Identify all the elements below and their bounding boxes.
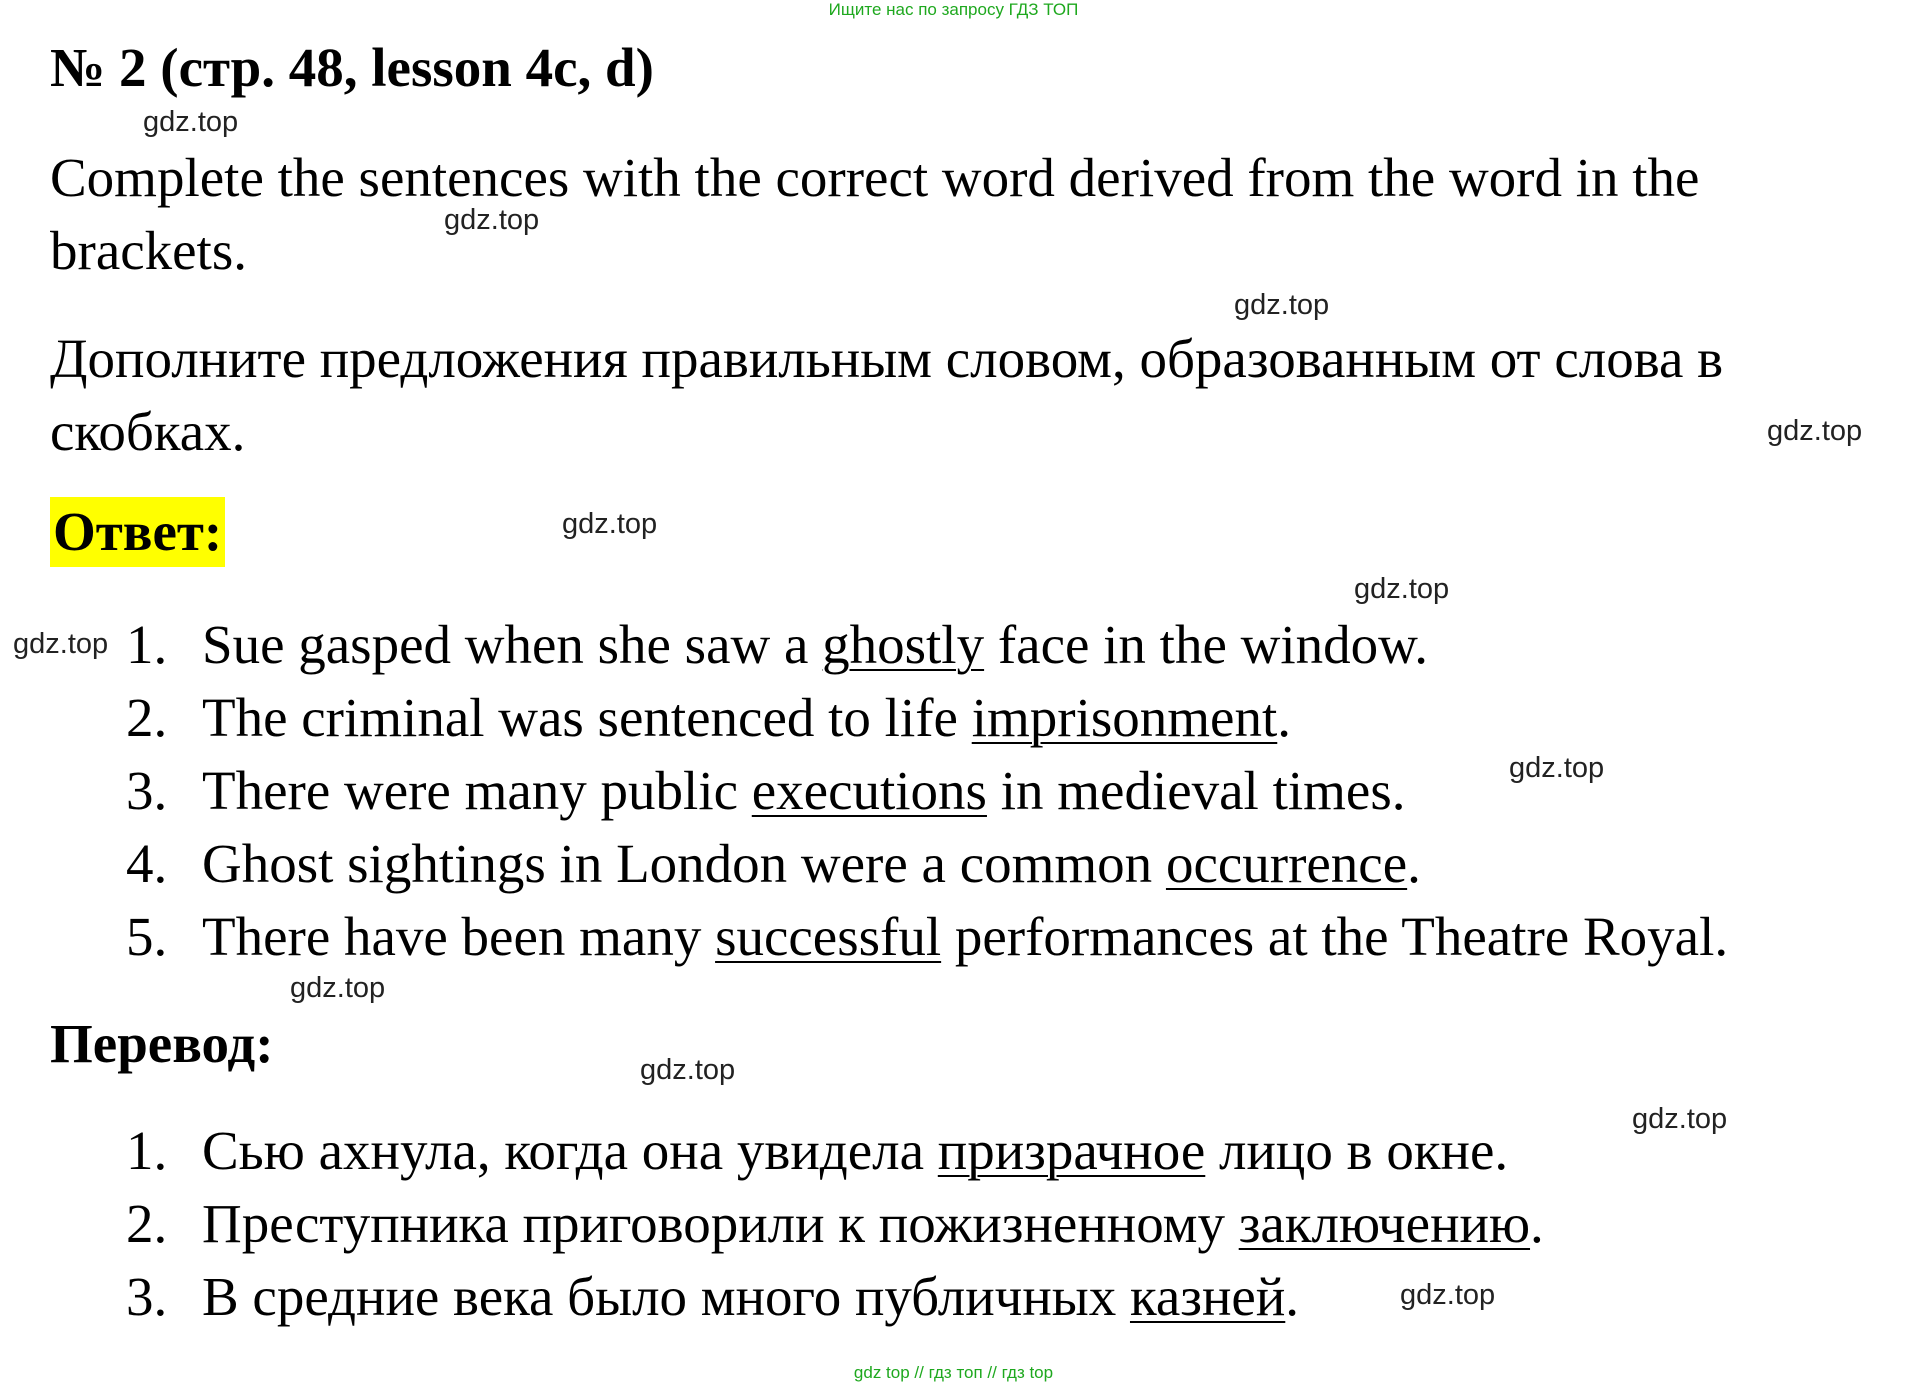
watermark: gdz.top	[1354, 573, 1450, 605]
item-text: Преступника приговорили к пожизненному заключению.	[202, 1193, 1544, 1254]
watermark: gdz.top	[1509, 752, 1605, 784]
answer-word: imprisonment	[971, 687, 1278, 748]
item-text: There were many public executions in medieval times.	[202, 760, 1406, 821]
translation-heading: Перевод:	[50, 1013, 274, 1074]
answer-word: executions	[751, 760, 987, 821]
item-number: 5.	[126, 906, 168, 967]
watermark: gdz.top	[562, 508, 658, 540]
item-text: Ghost sightings in London were a common occurrence.	[202, 833, 1421, 894]
watermark: gdz.top	[1400, 1279, 1496, 1311]
watermark: gdz.top	[1234, 289, 1330, 321]
watermark: gdz.top	[640, 1054, 736, 1086]
translated-word: призрачное	[937, 1120, 1206, 1181]
watermark: gdz.top	[290, 972, 386, 1004]
watermark: gdz.top	[13, 628, 109, 660]
answer-word: occurrence	[1165, 833, 1408, 894]
bottom-banner: gdz top // гдз топ // гдз top	[853, 1363, 1054, 1382]
instruction-russian: Дополните предложения правильным словом, образованным от слова в скобках.	[50, 328, 1724, 462]
item-number: 1.	[126, 1120, 168, 1181]
item-text: В средние века было много публичных казней.	[202, 1266, 1300, 1327]
top-banner: Ищите нас по запросу ГДЗ ТОП	[828, 0, 1079, 19]
watermark: gdz.top	[1767, 415, 1863, 447]
item-number: 3.	[126, 1266, 168, 1327]
answer-word: ghostly	[822, 614, 985, 675]
translated-word: заключению	[1238, 1193, 1531, 1254]
watermark: gdz.top	[143, 106, 239, 138]
item-number: 2.	[126, 1193, 168, 1254]
item-number: 1.	[126, 614, 168, 675]
item-number: 4.	[126, 833, 168, 894]
item-number: 2.	[126, 687, 168, 748]
answer-heading: Ответ:	[50, 497, 225, 567]
item-number: 3.	[126, 760, 168, 821]
instruction-english: Complete the sentences with the correct word derived from the word in the brackets.	[50, 147, 1700, 281]
item-text: The criminal was sentenced to life imprisonment.	[202, 687, 1292, 748]
task-title: № 2 (стр. 48, lesson 4c, d)	[50, 37, 654, 98]
item-text: There have been many successful performances at the Theatre Royal.	[202, 906, 1729, 967]
item-text: Сью ахнула, когда она увидела призрачное лицо в окне.	[202, 1120, 1509, 1181]
watermark: gdz.top	[1632, 1103, 1728, 1135]
translated-word: казней	[1129, 1266, 1286, 1327]
watermark: gdz.top	[444, 204, 540, 236]
answer-word: successful	[715, 906, 942, 967]
item-text: Sue gasped when she saw a ghostly face in the window.	[202, 614, 1429, 675]
